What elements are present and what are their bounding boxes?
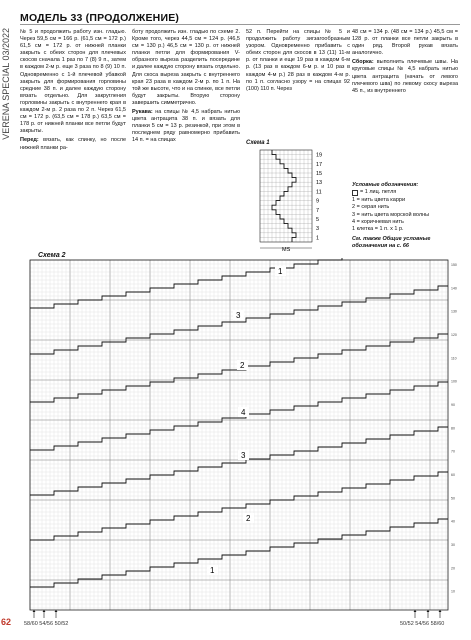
knit-stitch-icon bbox=[352, 190, 358, 196]
schema-1-row-number: 13 bbox=[316, 180, 323, 187]
schema-2-row-tick: 70 bbox=[451, 449, 455, 454]
schema-1-row-number: 17 bbox=[316, 161, 323, 168]
schema-2-color-label: 2 bbox=[240, 361, 245, 370]
schema-2-band-boundary bbox=[30, 472, 448, 540]
sleeves-continuation: 52 п. Перейти на спицы № 5 и продолжить работу зигзагообразным узором. Одновременно прибавить с обеих сторон для скосов в 13 (11) 11-м р. от планки и еще 19 раз в каждом 6-м р. (13 раз в каждом 6-м р. и 10 раз в каждом 4-м р.) 28 раз в каждом 4-м р. по 1 п. согласно узору = на спицах 92 (100) 110 п. Через bbox=[246, 29, 350, 92]
legend-item-2: 2 = серая нить bbox=[352, 204, 390, 211]
schema-1-row-number: 19 bbox=[316, 152, 323, 159]
schema-2-row-tick: 100 bbox=[451, 379, 457, 384]
text-column-1 bbox=[20, 29, 126, 154]
schema-2-band-boundary bbox=[30, 258, 448, 308]
front-heading: Перед: bbox=[20, 137, 39, 144]
schema-2-color-label: 4 bbox=[241, 408, 246, 417]
schema-2-row-tick: 80 bbox=[451, 426, 455, 431]
schema-2-label: Схема 2 bbox=[38, 252, 66, 259]
legend-title: Условные обозначения: bbox=[352, 182, 419, 188]
page-header bbox=[20, 8, 460, 25]
magazine-name: VERENA SPECIAL 03/2022 bbox=[1, 28, 11, 140]
text-column-4 bbox=[352, 29, 458, 97]
article-title: МОДЕЛЬ 33 (ПРОДОЛЖЕНИЕ) bbox=[20, 12, 180, 24]
schema-1-ms-label: MS bbox=[282, 247, 291, 253]
magazine-sidebar bbox=[0, 28, 16, 238]
legend-item-3: 3 = нить цвета морской волны bbox=[352, 211, 430, 218]
schema-2-row-tick: 120 bbox=[451, 333, 457, 337]
schema-1-row-number: 1 bbox=[316, 235, 320, 242]
schema-1-label: Схема 1 bbox=[246, 140, 270, 146]
size-markers-left: 58/60 54/56 50/52 bbox=[24, 621, 69, 627]
legend-item-knit: = 1 лиц. петля bbox=[352, 189, 460, 196]
schema-2-chart bbox=[0, 258, 471, 623]
legend-item-4: 4 = коричневая нить bbox=[352, 219, 404, 226]
schema-2-row-tick: 10 bbox=[451, 589, 455, 594]
schema-2-row-tick: 60 bbox=[451, 473, 455, 477]
size-markers-right: 50/52 54/56 58/60 bbox=[400, 621, 445, 627]
legend-item-1: 1 = нить цвета карри bbox=[352, 196, 406, 203]
schema-2-color-label: 3 bbox=[241, 451, 246, 460]
front-text: вязать, как спинку, но после нижней планки ра- bbox=[20, 137, 127, 151]
schema-2-row-tick: 150 bbox=[451, 263, 457, 267]
sleeves-end: 48 см = 134 р. (48 см = 134 р.) 45,5 см = 128 р. от планки все петли закрыть в один ряд. Второй рукав вязать аналогично. bbox=[352, 29, 458, 57]
assembly-text: выполнить плечевые швы. На круговые спицы № 4,5 набрать нитью цвета антрацита (начать от левого плечевого шва) по левому скосу выреза 45 п., из внутреннего bbox=[352, 59, 458, 94]
sleeves-heading: Рукава: bbox=[132, 109, 153, 116]
schema-2-color-label: 1 bbox=[210, 566, 215, 575]
page-number: 62 bbox=[1, 617, 12, 627]
schema-1-row-number: 3 bbox=[316, 226, 320, 233]
schema-2-row-tick: 20 bbox=[451, 566, 455, 571]
schema-2-row-tick: 130 bbox=[451, 309, 457, 314]
sleeves-text: на спицы № 4,5 набрать нитью цвета антрацита 38 п. и вязать для планки 5 см = 13 р. резинкой, при этом в последнем ряду равномерно прибавить 14 п. = на спицах bbox=[132, 109, 241, 144]
legend-repeat: 1 клетка = 1 п. х 1 р. bbox=[352, 226, 404, 233]
schema-2-row-tick: 40 bbox=[451, 519, 455, 524]
text-column-2 bbox=[132, 29, 240, 147]
assembly-heading: Сборка: bbox=[352, 59, 374, 66]
schema-2-row-tick: 90 bbox=[451, 403, 455, 407]
schema-1 bbox=[246, 140, 351, 256]
schema-2-color-label: 2 bbox=[246, 514, 251, 523]
legend bbox=[352, 182, 460, 251]
text-column-3 bbox=[246, 29, 350, 95]
schema-2-color-label: 3 bbox=[236, 311, 241, 320]
schema-1-row-number: 11 bbox=[316, 189, 322, 196]
schema-1-row-number: 5 bbox=[316, 217, 320, 223]
schema-1-row-number: 15 bbox=[316, 171, 323, 177]
schema-2-row-tick: 30 bbox=[451, 543, 455, 547]
schema-1-row-number: 9 bbox=[316, 198, 320, 205]
schema-2-band-boundary bbox=[30, 519, 448, 587]
schema-2-row-tick: 140 bbox=[451, 286, 457, 291]
schema-2-row-tick: 50 bbox=[451, 496, 455, 501]
front-continuation: боту продолжить изн. гладью по схеме 2. Кроме того, через 44,5 см = 124 р. (46,5 см = 130 р.) 46,5 см = 130 р. от нижней планки петли для формирования V-образного выреза разделить посередине и далее каждую сторону вязать отдельно. Для скоса выреза закрыть с внутреннего края 23 раза в каждом 2-м р. по 1 п. На той же высоте, что и на спинке, все петли будут закрыты. Вторую сторону завершить симметрично. bbox=[132, 29, 240, 106]
schema-1-grid bbox=[246, 140, 351, 256]
schema-1-row-number: 7 bbox=[316, 207, 320, 214]
back-continuation: № 5 и продолжить работу изн. гладью. Через 59,5 см = 166 р. (61,5 см = 172 р.) 61,5 см = 172 р. от нижней планки закрыть с обеих сторон для плечевых скосов сначала 1 раз по 7 (8) 9 п., затем в каждом 2-м р. еще 3 раза по 8 (9) 10 п. Одновременно с 1-й плечевой убавкой закрыть для формирования горловины средние 38 п. и далее каждую сторону вязать отдельно. Для закругления горловины закрыть с внутреннего края в каждом 2-м р. 2 раза по 2 п. Через 61,5 см = 172 р. (63,5 см = 178 р.) 63,5 см = 178 р. от нижней планки все петли будут закрыты. bbox=[20, 29, 126, 135]
schema-2-band-boundary bbox=[30, 427, 448, 495]
legend-note: См. также Общие условные обозначения на с. 66 bbox=[352, 235, 431, 250]
schema-2-color-label: 1 bbox=[278, 267, 283, 276]
schema-2-row-tick: 110 bbox=[451, 356, 457, 361]
